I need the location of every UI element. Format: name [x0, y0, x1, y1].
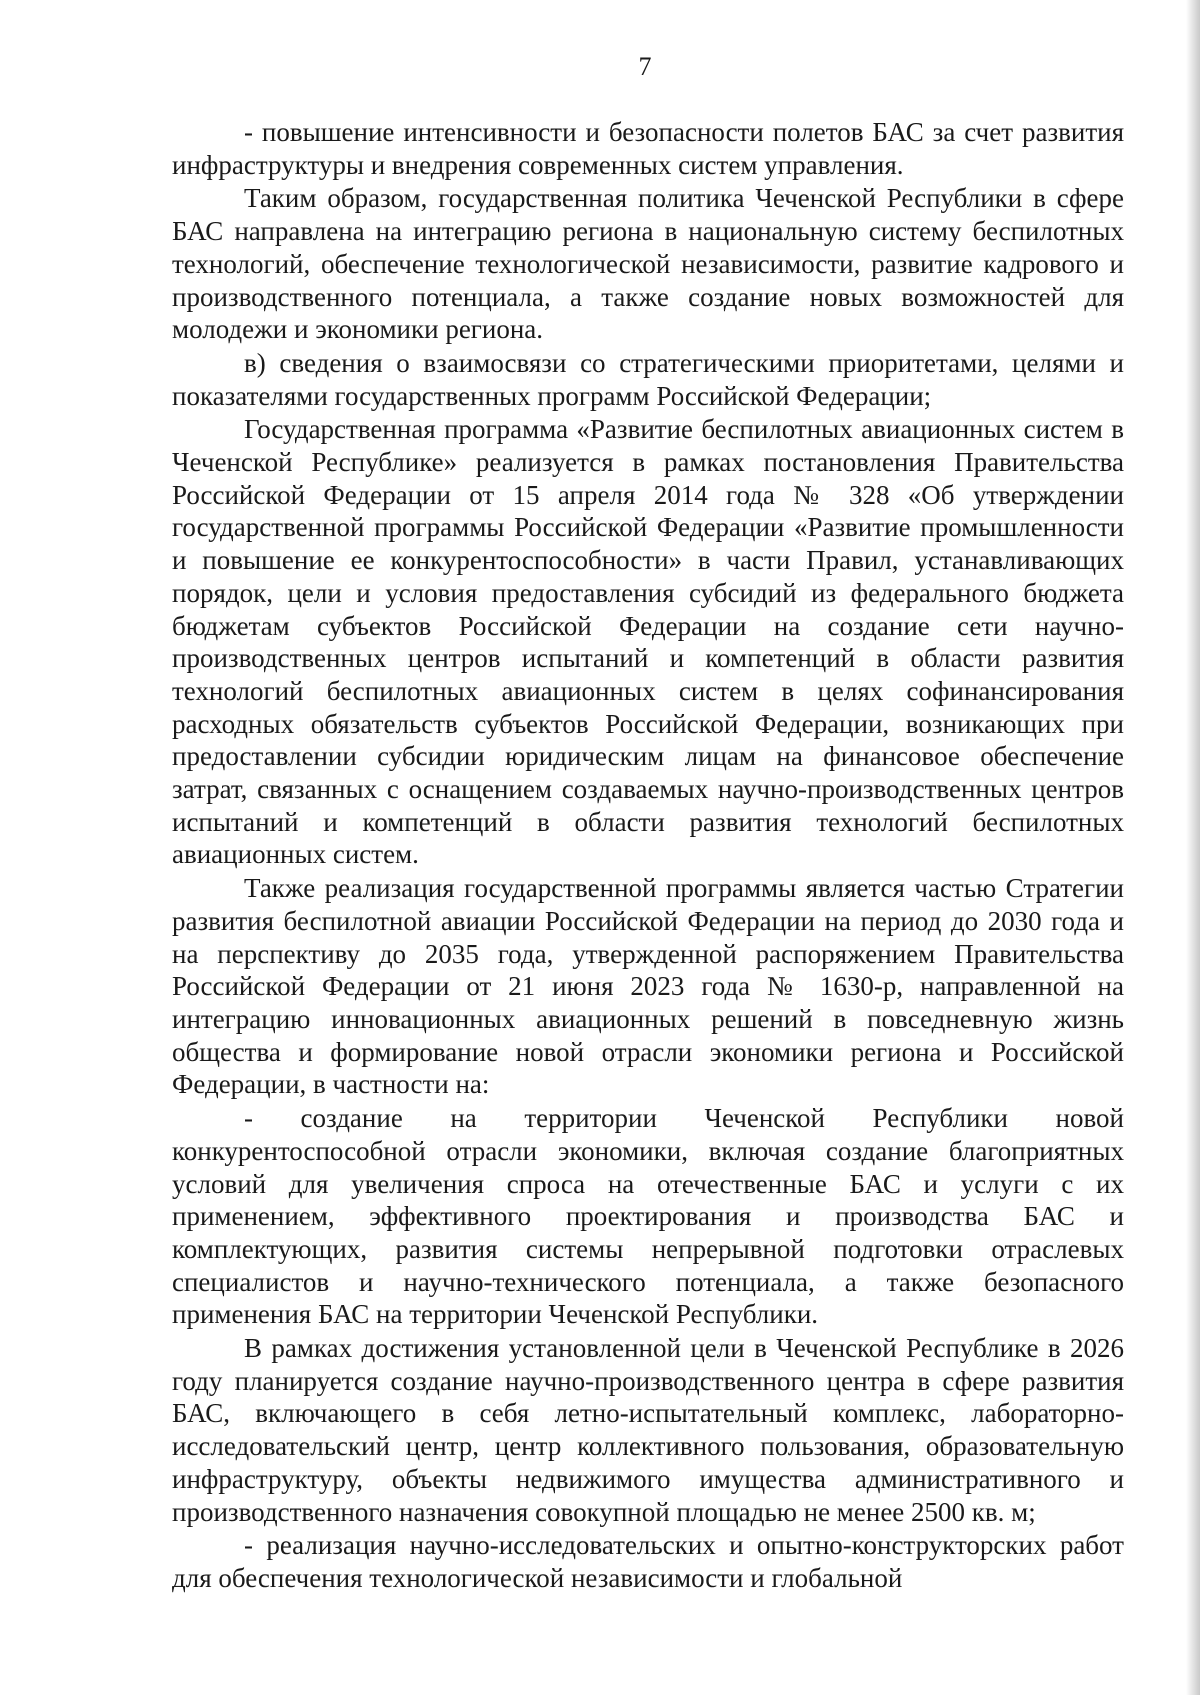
document-body [172, 116, 1124, 1596]
page-number: 7 [638, 52, 652, 81]
paragraph-4: Государственная программа «Развитие беспилотных авиационных систем в Чеченской Республике» реализуется в рамках постановления Правительства Российской Федерации от 15 апреля 2014 года № 328 «Об утверждении государственной программы Российской Федерации «Развитие промышленности и повышение ее конкурентоспособности» в части Правил, устанавливающих порядок, цели и условия предоставления субсидий из федерального бюджета бюджетам субъектов Российской Федерации на создание сети научно-производственных центров испытаний и компетенций в области развития технологий беспилотных авиационных систем в целях софинансирования расходных обязательств субъектов Российской Федерации, возникающих при предоставлении субсидии юридическим лицам на финансовое обеспечение затрат, связанных с оснащением создаваемых научно-производственных центров испытаний и компетенций в области развития технологий беспилотных авиационных систем. [172, 414, 1124, 870]
paragraph-5: Также реализация государственной программы является частью Стратегии развития беспилотной авиации Российской Федерации на период до 2030 года и на перспективу до 2035 года, утвержденной распоряжением Правительства Российской Федерации от 21 июня 2023 года № 1630-р, направленной на интеграцию инновационных авиационных решений в повседневную жизнь общества и формирование новой отрасли экономики региона и Российской Федерации, в частности на: [172, 873, 1124, 1100]
paragraph-3: в) сведения о взаимосвязи со стратегическими приоритетами, целями и показателями государственных программ Российской Федерации; [172, 347, 1124, 411]
paragraph-8: - реализация научно-исследовательских и опытно-конструкторских работ для обеспечения технологической независимости и глобальной [172, 1530, 1124, 1593]
paragraph-7: В рамках достижения установленной цели в Чеченской Республике в 2026 году планируется создание научно-производственного центра в сфере развития БАС, включающего в себя летно-испытательный комплекс, лабораторно-исследовательский центр, центр коллективного пользования, образовательную инфраструктуру, объекты недвижимого имущества административного и производственного назначения совокупной площадью не менее 2500 кв. м; [172, 1333, 1124, 1527]
paragraph-6: - создание на территории Чеченской Республики новой конкурентоспособной отрасли экономики, включая создание благоприятных условий для увеличения спроса на отечественные БАС и услуги с их применением, эффективного проектирования и производства БАС и комплектующих, развития системы непрерывной подготовки отраслевых специалистов и научно-технического потенциала, а также безопасного применения БАС на территории Чеченской Республики. [172, 1103, 1124, 1330]
paragraph-1: - повышение интенсивности и безопасности полетов БАС за счет развития инфраструктуры и внедрения современных систем управления. [172, 117, 1124, 180]
paragraph-2: Таким образом, государственная политика Чеченской Республики в сфере БАС направлена на интеграцию региона в национальную систему беспилотных технологий, обеспечение технологической независимости, развитие кадрового и производственного потенциала, а также создание новых возможностей для молодежи и экономики региона. [172, 183, 1124, 345]
page-edge-shadow [1186, 0, 1200, 1695]
